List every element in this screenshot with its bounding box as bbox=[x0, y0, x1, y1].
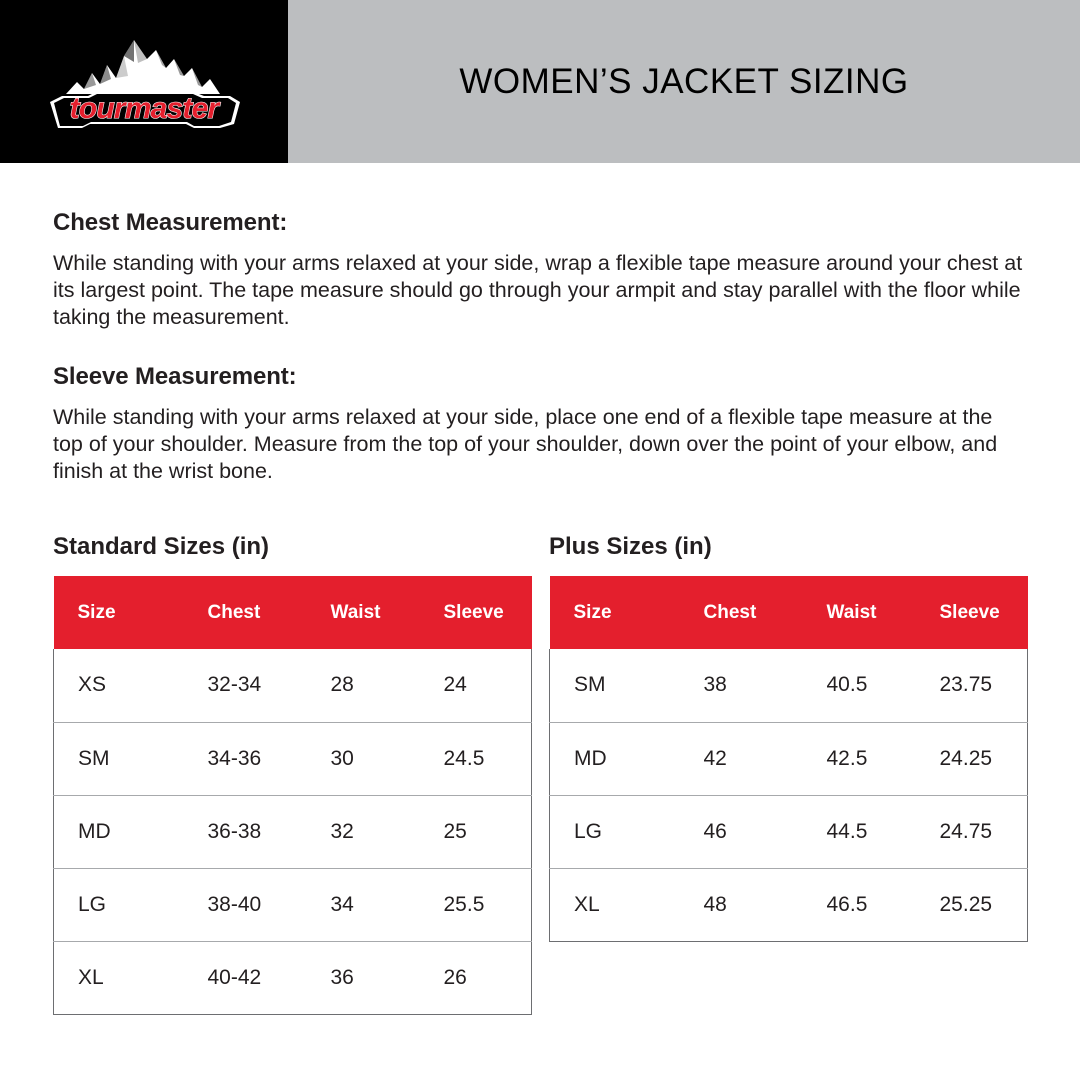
column-header-waist: Waist bbox=[803, 576, 916, 649]
cell-sleeve: 24.75 bbox=[916, 795, 1028, 868]
cell-sleeve: 25.5 bbox=[420, 868, 532, 941]
cell-size: LG bbox=[550, 795, 680, 868]
cell-sleeve: 23.75 bbox=[916, 649, 1028, 722]
cell-waist: 32 bbox=[307, 795, 420, 868]
mountain-icon bbox=[66, 40, 220, 94]
cell-size: XS bbox=[54, 649, 184, 722]
cell-waist: 42.5 bbox=[803, 722, 916, 795]
table-header-row bbox=[54, 576, 532, 649]
section-spacer bbox=[53, 331, 1027, 363]
cell-sleeve: 24.5 bbox=[420, 722, 532, 795]
standard-sizes-table-wrap bbox=[53, 533, 531, 1015]
cell-waist: 44.5 bbox=[803, 795, 916, 868]
cell-size: SM bbox=[550, 649, 680, 722]
plus-sizes-table bbox=[549, 576, 1028, 942]
cell-size: XL bbox=[54, 941, 184, 1014]
table-row bbox=[54, 722, 532, 795]
cell-sleeve: 26 bbox=[420, 941, 532, 1014]
table-row bbox=[550, 868, 1028, 941]
svg-text:tourmaster: tourmaster bbox=[69, 91, 219, 125]
column-header-sleeve: Sleeve bbox=[916, 576, 1028, 649]
table-row bbox=[550, 795, 1028, 868]
column-header-chest: Chest bbox=[184, 576, 307, 649]
table-row bbox=[54, 941, 532, 1014]
plus-sizes-title: Plus Sizes (in) bbox=[549, 533, 712, 560]
cell-chest: 34-36 bbox=[184, 722, 307, 795]
table-row bbox=[54, 649, 532, 722]
column-header-size: Size bbox=[550, 576, 680, 649]
cell-size: MD bbox=[550, 722, 680, 795]
page-header bbox=[0, 0, 1080, 163]
cell-chest: 46 bbox=[680, 795, 803, 868]
standard-sizes-title: Standard Sizes (in) bbox=[53, 533, 270, 560]
cell-chest: 48 bbox=[680, 868, 803, 941]
table-header-row bbox=[550, 576, 1028, 649]
cell-waist: 30 bbox=[307, 722, 420, 795]
sleeve-measurement-section bbox=[53, 363, 1027, 485]
chest-measurement-heading: Chest Measurement: bbox=[53, 209, 288, 236]
table-row bbox=[54, 795, 532, 868]
size-tables-row bbox=[53, 533, 1027, 1015]
header-title-block bbox=[288, 0, 1080, 163]
cell-chest: 42 bbox=[680, 722, 803, 795]
cell-sleeve: 25 bbox=[420, 795, 532, 868]
brand-logo-block bbox=[0, 0, 288, 163]
cell-sleeve: 24 bbox=[420, 649, 532, 722]
table-row bbox=[550, 722, 1028, 795]
cell-waist: 34 bbox=[307, 868, 420, 941]
chest-measurement-text: While standing with your arms relaxed at your side, wrap a flexible tape measure around your chest at its largest point. The tape measure should go through your armpit and stay parallel with the floor while taking the measurement. bbox=[53, 251, 1023, 329]
cell-size: SM bbox=[54, 722, 184, 795]
cell-chest: 36-38 bbox=[184, 795, 307, 868]
column-header-size: Size bbox=[54, 576, 184, 649]
table-row bbox=[54, 868, 532, 941]
sleeve-measurement-heading: Sleeve Measurement: bbox=[53, 363, 297, 390]
cell-size: MD bbox=[54, 795, 184, 868]
cell-waist: 46.5 bbox=[803, 868, 916, 941]
cell-sleeve: 24.25 bbox=[916, 722, 1028, 795]
cell-chest: 32-34 bbox=[184, 649, 307, 722]
cell-size: XL bbox=[550, 868, 680, 941]
cell-chest: 38 bbox=[680, 649, 803, 722]
standard-sizes-table bbox=[53, 576, 532, 1015]
cell-waist: 28 bbox=[307, 649, 420, 722]
column-header-sleeve: Sleeve bbox=[420, 576, 532, 649]
cell-waist: 36 bbox=[307, 941, 420, 1014]
sleeve-measurement-text: While standing with your arms relaxed at your side, place one end of a flexible tape measure at the top of your shoulder. Measure from the top of your shoulder, down over the point of your elbow, and finish at the wrist bone. bbox=[53, 405, 998, 483]
page-title: WOMEN’S JACKET SIZING bbox=[459, 61, 909, 101]
cell-size: LG bbox=[54, 868, 184, 941]
cell-sleeve: 25.25 bbox=[916, 868, 1028, 941]
column-header-chest: Chest bbox=[680, 576, 803, 649]
column-header-waist: Waist bbox=[307, 576, 420, 649]
chest-measurement-section bbox=[53, 209, 1027, 331]
plus-sizes-table-wrap bbox=[549, 533, 1027, 1015]
wordmark bbox=[50, 92, 240, 128]
tourmaster-logo-icon bbox=[44, 32, 244, 132]
cell-chest: 38-40 bbox=[184, 868, 307, 941]
table-row bbox=[550, 649, 1028, 722]
cell-chest: 40-42 bbox=[184, 941, 307, 1014]
cell-waist: 40.5 bbox=[803, 649, 916, 722]
main-content bbox=[0, 163, 1080, 1015]
